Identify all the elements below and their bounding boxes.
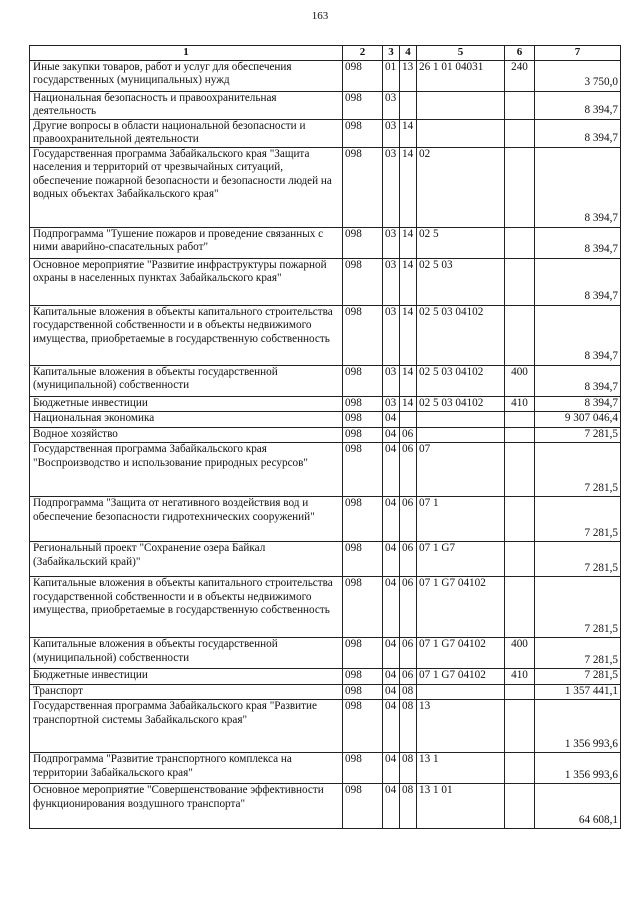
code-gr-cell: 098 <box>343 396 383 412</box>
item-name-cell: Иные закупки товаров, работ и услуг для обеспечения государственных (муниципальных) нужд <box>30 60 343 91</box>
table-row <box>30 753 621 784</box>
code-pr-cell: 14 <box>400 147 417 227</box>
header-cell: 7 <box>535 46 621 61</box>
table-row <box>30 577 621 638</box>
code-pr-cell: 06 <box>400 443 417 497</box>
code-csr-cell: 02 5 03 <box>417 258 505 305</box>
page-number: 163 <box>311 10 329 22</box>
code-gr-cell: 098 <box>343 227 383 258</box>
code-rz-cell: 03 <box>383 119 400 147</box>
item-name-cell: Капитальные вложения в объекты капитального строительства государственной собственности и в объекты недвижимого имущества, приобретаемые в государственную собственность <box>30 577 343 638</box>
code-pr-cell: 08 <box>400 700 417 753</box>
header-row <box>30 46 621 61</box>
table-row <box>30 638 621 669</box>
code-csr-cell: 02 5 03 04102 <box>417 365 505 396</box>
table-row <box>30 700 621 753</box>
code-vr-cell <box>505 147 535 227</box>
code-vr-cell <box>505 119 535 147</box>
header-cell: 2 <box>343 46 383 61</box>
table-row <box>30 60 621 91</box>
table-row <box>30 542 621 577</box>
header-cell: 3 <box>383 46 400 61</box>
item-name-cell: Национальная экономика <box>30 412 343 428</box>
code-rz-cell: 04 <box>383 638 400 669</box>
code-gr-cell: 098 <box>343 412 383 428</box>
code-gr-cell: 098 <box>343 753 383 784</box>
code-pr-cell: 13 <box>400 60 417 91</box>
code-gr-cell: 098 <box>343 305 383 365</box>
code-pr-cell: 06 <box>400 427 417 443</box>
code-pr-cell: 14 <box>400 227 417 258</box>
code-vr-cell: 400 <box>505 365 535 396</box>
item-name-cell: Бюджетные инвестиции <box>30 669 343 685</box>
code-vr-cell <box>505 427 535 443</box>
code-gr-cell: 098 <box>343 684 383 700</box>
code-gr-cell: 098 <box>343 147 383 227</box>
code-pr-cell: 14 <box>400 119 417 147</box>
code-gr-cell: 098 <box>343 91 383 119</box>
code-csr-cell: 13 1 <box>417 753 505 784</box>
table-row <box>30 443 621 497</box>
header-cell: 4 <box>400 46 417 61</box>
code-csr-cell: 07 1 G7 <box>417 542 505 577</box>
code-rz-cell: 03 <box>383 396 400 412</box>
item-name-cell: Национальная безопасность и правоохранительная деятельность <box>30 91 343 119</box>
code-pr-cell <box>400 91 417 119</box>
table-row <box>30 684 621 700</box>
code-rz-cell: 04 <box>383 784 400 829</box>
amount-cell: 1 357 441,1 <box>535 684 621 700</box>
item-name-cell: Капитальные вложения в объекты государственной (муниципальной) собственности <box>30 638 343 669</box>
code-vr-cell <box>505 258 535 305</box>
item-name-cell: Транспорт <box>30 684 343 700</box>
code-vr-cell <box>505 577 535 638</box>
code-vr-cell <box>505 684 535 700</box>
code-rz-cell: 04 <box>383 753 400 784</box>
code-rz-cell: 03 <box>383 227 400 258</box>
item-name-cell: Основное мероприятие "Совершенствование эффективности функционирования воздушного транспорта" <box>30 784 343 829</box>
header-cell: 5 <box>417 46 505 61</box>
code-csr-cell: 02 5 03 04102 <box>417 396 505 412</box>
code-rz-cell: 03 <box>383 147 400 227</box>
code-rz-cell: 03 <box>383 91 400 119</box>
amount-cell: 1 356 993,6 <box>535 753 621 784</box>
amount-cell: 7 281,5 <box>535 443 621 497</box>
amount-cell: 8 394,7 <box>535 227 621 258</box>
code-pr-cell: 14 <box>400 258 417 305</box>
amount-cell: 7 281,5 <box>535 542 621 577</box>
code-gr-cell: 098 <box>343 443 383 497</box>
code-rz-cell: 04 <box>383 443 400 497</box>
code-pr-cell: 06 <box>400 497 417 542</box>
table-row <box>30 258 621 305</box>
code-vr-cell: 410 <box>505 396 535 412</box>
item-name-cell: Государственная программа Забайкальского края "Защита населения и территорий от чрезвычайных ситуаций, обеспечение пожарной безопасности и безопасности людей на водных объектах Забайкальского края" <box>30 147 343 227</box>
code-gr-cell: 098 <box>343 365 383 396</box>
code-vr-cell <box>505 412 535 428</box>
item-name-cell: Подпрограмма "Защита от негативного воздействия вод и обеспечение безопасности гидротехнических сооружений" <box>30 497 343 542</box>
code-csr-cell: 26 1 01 04031 <box>417 60 505 91</box>
item-name-cell: Государственная программа Забайкальского края "Развитие транспортной системы Забайкальского края" <box>30 700 343 753</box>
item-name-cell: Капитальные вложения в объекты капитального строительства государственной собственности и в объекты недвижимого имущества, приобретаемые в государственную собственность <box>30 305 343 365</box>
code-gr-cell: 098 <box>343 542 383 577</box>
item-name-cell: Подпрограмма "Тушение пожаров и проведение связанных с ними аварийно-спасательных работ" <box>30 227 343 258</box>
code-vr-cell <box>505 443 535 497</box>
code-rz-cell: 03 <box>383 365 400 396</box>
code-rz-cell: 04 <box>383 669 400 685</box>
code-pr-cell: 14 <box>400 305 417 365</box>
code-rz-cell: 04 <box>383 577 400 638</box>
code-vr-cell <box>505 91 535 119</box>
code-rz-cell: 04 <box>383 412 400 428</box>
table-row <box>30 227 621 258</box>
code-vr-cell <box>505 700 535 753</box>
code-gr-cell: 098 <box>343 700 383 753</box>
code-gr-cell: 098 <box>343 258 383 305</box>
amount-cell: 9 307 046,4 <box>535 412 621 428</box>
code-csr-cell: 07 <box>417 443 505 497</box>
amount-cell: 8 394,7 <box>535 119 621 147</box>
code-gr-cell: 098 <box>343 119 383 147</box>
code-rz-cell: 03 <box>383 258 400 305</box>
code-gr-cell: 098 <box>343 60 383 91</box>
code-csr-cell <box>417 684 505 700</box>
amount-cell: 7 281,5 <box>535 427 621 443</box>
code-pr-cell: 14 <box>400 365 417 396</box>
code-rz-cell: 04 <box>383 700 400 753</box>
code-rz-cell: 04 <box>383 497 400 542</box>
code-pr-cell: 14 <box>400 396 417 412</box>
table-row <box>30 305 621 365</box>
item-name-cell: Государственная программа Забайкальского края "Воспроизводство и использование природных ресурсов" <box>30 443 343 497</box>
amount-cell: 8 394,7 <box>535 147 621 227</box>
amount-cell: 8 394,7 <box>535 258 621 305</box>
code-gr-cell: 098 <box>343 497 383 542</box>
code-csr-cell: 13 <box>417 700 505 753</box>
code-vr-cell <box>505 497 535 542</box>
code-csr-cell: 07 1 <box>417 497 505 542</box>
table-row <box>30 427 621 443</box>
table-row <box>30 396 621 412</box>
item-name-cell: Капитальные вложения в объекты государственной (муниципальной) собственности <box>30 365 343 396</box>
code-rz-cell: 04 <box>383 684 400 700</box>
table-row <box>30 91 621 119</box>
table-row <box>30 147 621 227</box>
code-gr-cell: 098 <box>343 784 383 829</box>
table-row <box>30 784 621 829</box>
code-csr-cell: 07 1 G7 04102 <box>417 638 505 669</box>
code-vr-cell <box>505 542 535 577</box>
budget-table <box>29 45 621 829</box>
code-pr-cell: 06 <box>400 669 417 685</box>
code-rz-cell: 03 <box>383 305 400 365</box>
amount-cell: 8 394,7 <box>535 305 621 365</box>
header-cell: 1 <box>30 46 343 61</box>
code-vr-cell <box>505 305 535 365</box>
amount-cell: 7 281,5 <box>535 497 621 542</box>
item-name-cell: Основное мероприятие "Развитие инфраструктуры пожарной охраны в населенных пунктах Забайкальского края" <box>30 258 343 305</box>
code-gr-cell: 098 <box>343 577 383 638</box>
code-csr-cell: 02 5 <box>417 227 505 258</box>
code-vr-cell <box>505 753 535 784</box>
amount-cell: 3 750,0 <box>535 60 621 91</box>
code-pr-cell: 08 <box>400 684 417 700</box>
item-name-cell: Бюджетные инвестиции <box>30 396 343 412</box>
code-rz-cell: 01 <box>383 60 400 91</box>
item-name-cell: Подпрограмма "Развитие транспортного комплекса на территории Забайкальского края" <box>30 753 343 784</box>
amount-cell: 7 281,5 <box>535 638 621 669</box>
code-pr-cell: 06 <box>400 542 417 577</box>
table-row <box>30 412 621 428</box>
amount-cell: 8 394,7 <box>535 365 621 396</box>
code-vr-cell: 240 <box>505 60 535 91</box>
code-csr-cell: 07 1 G7 04102 <box>417 577 505 638</box>
amount-cell: 8 394,7 <box>535 396 621 412</box>
code-gr-cell: 098 <box>343 638 383 669</box>
code-vr-cell <box>505 227 535 258</box>
code-pr-cell <box>400 412 417 428</box>
table-row <box>30 669 621 685</box>
amount-cell: 64 608,1 <box>535 784 621 829</box>
code-csr-cell: 13 1 01 <box>417 784 505 829</box>
amount-cell: 7 281,5 <box>535 577 621 638</box>
code-csr-cell <box>417 91 505 119</box>
code-csr-cell: 02 <box>417 147 505 227</box>
item-name-cell: Водное хозяйство <box>30 427 343 443</box>
code-csr-cell <box>417 119 505 147</box>
code-pr-cell: 08 <box>400 753 417 784</box>
table-row <box>30 119 621 147</box>
code-gr-cell: 098 <box>343 427 383 443</box>
code-gr-cell: 098 <box>343 669 383 685</box>
amount-cell: 1 356 993,6 <box>535 700 621 753</box>
table-row <box>30 365 621 396</box>
code-rz-cell: 04 <box>383 427 400 443</box>
item-name-cell: Региональный проект "Сохранение озера Байкал (Забайкальский край)" <box>30 542 343 577</box>
header-cell: 6 <box>505 46 535 61</box>
code-csr-cell: 07 1 G7 04102 <box>417 669 505 685</box>
code-vr-cell <box>505 784 535 829</box>
code-csr-cell <box>417 412 505 428</box>
amount-cell: 8 394,7 <box>535 91 621 119</box>
code-rz-cell: 04 <box>383 542 400 577</box>
code-csr-cell <box>417 427 505 443</box>
item-name-cell: Другие вопросы в области национальной безопасности и правоохранительной деятельности <box>30 119 343 147</box>
code-pr-cell: 08 <box>400 784 417 829</box>
code-pr-cell: 06 <box>400 577 417 638</box>
code-pr-cell: 06 <box>400 638 417 669</box>
amount-cell: 7 281,5 <box>535 669 621 685</box>
table-row <box>30 497 621 542</box>
code-vr-cell: 400 <box>505 638 535 669</box>
code-csr-cell: 02 5 03 04102 <box>417 305 505 365</box>
code-vr-cell: 410 <box>505 669 535 685</box>
